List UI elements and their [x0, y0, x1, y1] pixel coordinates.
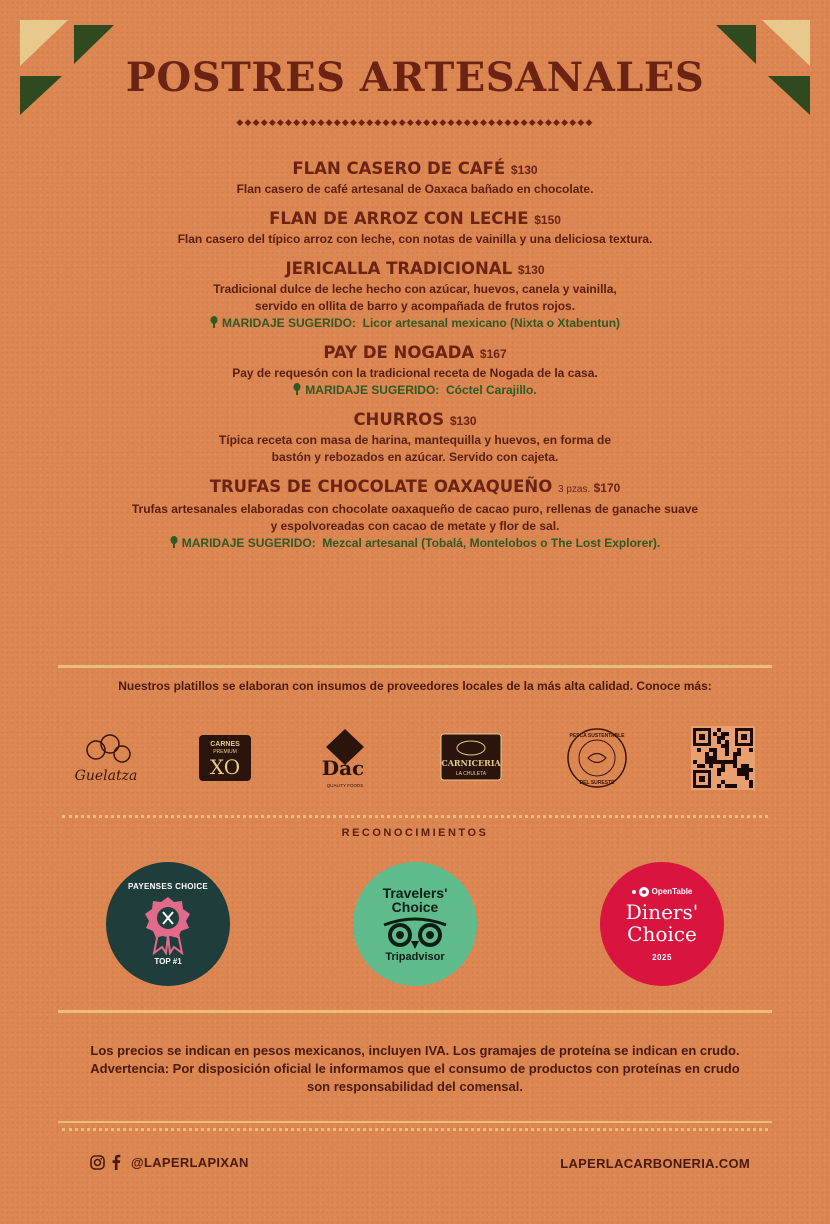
menu-item — [0, 409, 830, 466]
item-description: Flan casero del típico arroz con leche, con notas de vainilla y una deliciosa textura. — [177, 232, 653, 246]
svg-text:Guelatza: Guelatza — [74, 768, 138, 784]
recognitions-heading: RECONOCIMIENTOS — [341, 827, 489, 839]
item-name: PAY DE NOGADA — [323, 343, 475, 362]
legal-notice: Los precios se indican en pesos mexicanos, incluyen IVA. Los gramajes de proteína se indican en crudo. Advertencia: Por disposición oficial le informamos que el consumo de productos con proteínas en crudo son responsabilidad del comensal. — [90, 1043, 740, 1094]
diners-choice-badge[interactable]: OpenTable Diners' Choice 2025 — [600, 862, 724, 986]
carnes-xo-logo[interactable] — [197, 720, 253, 796]
item-price: $130 — [510, 163, 538, 177]
opentable-dot-icon — [632, 890, 636, 894]
footer — [0, 1154, 830, 1174]
pairing-suggestion — [0, 535, 830, 552]
pairing-suggestion — [0, 315, 830, 332]
svg-text:LA CHULETA: LA CHULETA — [455, 771, 487, 777]
item-name: TRUFAS DE CHOCOLATE OAXAQUEÑO — [209, 477, 553, 496]
svg-text:CARNES: CARNES — [210, 741, 240, 748]
item-name: JERICALLA TRADICIONAL — [285, 259, 513, 278]
guelatza-logo[interactable] — [72, 720, 142, 796]
divider — [58, 1010, 772, 1013]
payenses-choice-badge[interactable]: PAYENSES CHOICE TOP #1 — [106, 862, 230, 986]
item-quantity: 3 pzas. — [558, 484, 591, 495]
menu-item — [0, 342, 830, 399]
item-name: FLAN CASERO DE CAFÉ — [292, 159, 506, 178]
website-link[interactable]: LAPERLACARBONERIA.COM — [560, 1156, 750, 1171]
dac-logo[interactable] — [312, 720, 378, 796]
pairing-text: Licor artesanal mexicano (Nixta o Xtabentun) — [362, 316, 621, 330]
item-price: $170 — [593, 481, 621, 495]
social-handle[interactable]: @LAPERLAPIXAN — [131, 1154, 249, 1170]
svg-text:QUALITY FOODS: QUALITY FOODS — [326, 783, 364, 788]
pairing-label: MARIDAJE SUGERIDO: — [305, 383, 440, 397]
dessert-menu — [0, 158, 830, 562]
agave-icon — [210, 316, 218, 328]
menu-item — [0, 258, 830, 332]
tripadvisor-owl-icon — [378, 915, 452, 951]
svg-text:PESCA SUSTENTABLE: PESCA SUSTENTABLE — [569, 733, 625, 739]
pairing-label: MARIDAJE SUGERIDO: — [181, 536, 316, 550]
opentable-logo-icon — [639, 887, 649, 897]
item-description: Pay de requesón con la tradicional receta de Nogada de la casa. — [232, 366, 598, 380]
svg-text:CARNICERIA: CARNICERIA — [441, 758, 501, 768]
svg-text:Dac: Dac — [321, 756, 365, 780]
item-name: FLAN DE ARROZ CON LECHE — [269, 209, 529, 228]
pesca-sustentable-logo[interactable] — [564, 720, 630, 796]
menu-item — [0, 476, 830, 552]
dotted-divider — [62, 1128, 768, 1131]
award-ribbon-icon — [140, 895, 196, 955]
pairing-text: Cóctel Carajillo. — [445, 383, 537, 397]
social-links — [90, 1154, 249, 1170]
page-title: POSTRES ARTESANALES — [125, 54, 705, 101]
item-description: Flan casero de café artesanal de Oaxaca bañado en chocolate. — [236, 182, 594, 196]
qr-code[interactable] — [690, 720, 756, 796]
item-description: Típica receta con masa de harina, mantequilla y huevos, en forma de bastón y rebozados en azúcar. Servido con cajeta. — [218, 433, 612, 464]
menu-item — [0, 208, 830, 248]
supplier-logos — [0, 720, 830, 800]
suppliers-intro: Nuestros platillos se elaboran con insumos de proveedores locales de la más alta calidad. Conoce más: — [118, 679, 712, 693]
menu-item — [0, 158, 830, 198]
dotted-divider — [62, 815, 768, 818]
item-price: $130 — [517, 263, 545, 277]
divider — [58, 1121, 772, 1123]
pairing-label: MARIDAJE SUGERIDO: — [221, 316, 356, 330]
opentable-label: OpenTable — [632, 887, 693, 897]
travelers-choice-badge[interactable]: Travelers' Choice Tripadvisor — [353, 862, 477, 986]
item-price: $167 — [479, 347, 507, 361]
agave-icon — [293, 383, 301, 395]
svg-text:DEL SURESTE: DEL SURESTE — [579, 780, 615, 786]
instagram-icon[interactable] — [90, 1155, 105, 1170]
item-price: $130 — [449, 414, 477, 428]
pairing-suggestion — [0, 382, 830, 399]
svg-text:XO: XO — [209, 755, 241, 779]
svg-text:PREMIUM: PREMIUM — [213, 749, 237, 755]
diamond-divider: ◆◆◆◆◆◆◆◆◆◆◆◆◆◆◆◆◆◆◆◆◆◆◆◆◆◆◆◆◆◆◆◆◆◆◆◆◆◆◆◆◆◆◆◆ — [236, 117, 594, 127]
item-price: $150 — [534, 213, 561, 227]
item-description: Tradicional dulce de leche hecho con azúcar, huevos, canela y vainilla, servido en ollita de barro y acompañada de frutos rojos. — [213, 282, 617, 313]
item-name: CHURROS — [353, 410, 445, 429]
facebook-icon[interactable] — [111, 1154, 121, 1170]
item-description: Trufas artesanales elaboradas con chocolate oaxaqueño de cacao puro, rellenas de ganache suave y espolvoreadas con cacao de metate y flor de sal. — [131, 502, 699, 533]
divider — [58, 665, 772, 668]
agave-icon — [170, 536, 178, 548]
carniceria-logo[interactable] — [439, 720, 503, 796]
pairing-text: Mezcal artesanal (Tobalá, Montelobos o The Lost Explorer). — [322, 536, 661, 550]
